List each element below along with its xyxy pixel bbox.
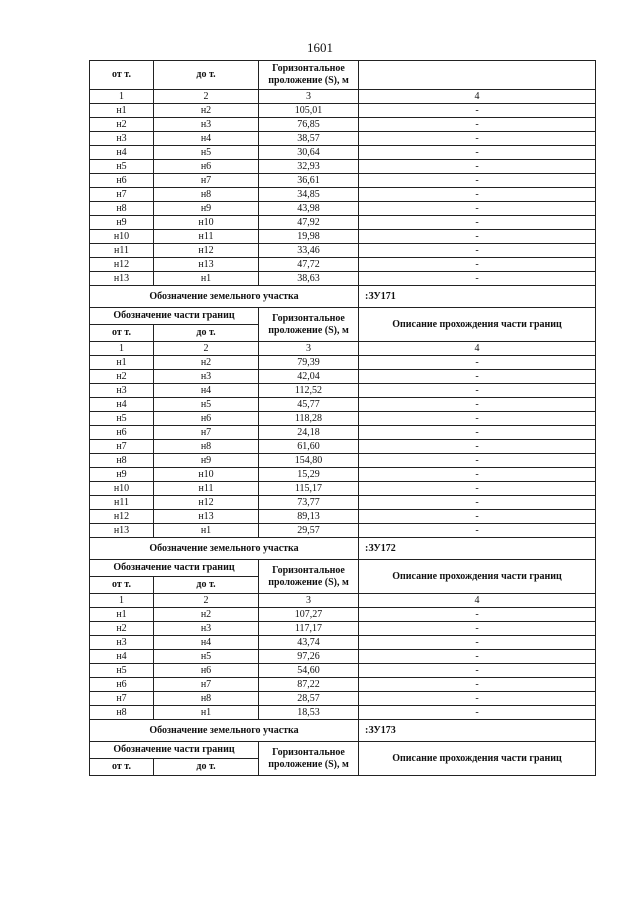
from-cell: н1 <box>90 356 154 370</box>
column-numbers-row <box>90 90 596 104</box>
length-cell: 47,92 <box>259 216 359 230</box>
table-row <box>90 622 596 636</box>
from-cell: н5 <box>90 412 154 426</box>
plot-label: Обозначение земельного участка <box>90 720 359 742</box>
to-cell: н1 <box>154 706 259 720</box>
from-cell: н9 <box>90 468 154 482</box>
length-cell: 115,17 <box>259 482 359 496</box>
table-row <box>90 426 596 440</box>
part-label-header: Обозначение части границ <box>90 560 259 577</box>
horizontal-header: Горизонтальное проложение (S), м <box>259 308 359 342</box>
from-cell: н2 <box>90 622 154 636</box>
to-cell: н7 <box>154 426 259 440</box>
length-cell: 34,85 <box>259 188 359 202</box>
table-row <box>90 440 596 454</box>
description-header <box>359 61 596 90</box>
from-cell: н10 <box>90 482 154 496</box>
from-cell: н7 <box>90 692 154 706</box>
description-cell: - <box>359 118 596 132</box>
to-cell: н11 <box>154 482 259 496</box>
to-cell: н1 <box>154 272 259 286</box>
table-row <box>90 664 596 678</box>
column-numbers-row <box>90 342 596 356</box>
length-cell: 36,61 <box>259 174 359 188</box>
description-cell: - <box>359 202 596 216</box>
plot-code: :ЗУ172 <box>359 538 596 560</box>
plot-code: :ЗУ171 <box>359 286 596 308</box>
from-cell: н2 <box>90 118 154 132</box>
header-row <box>90 61 596 90</box>
length-cell: 154,80 <box>259 454 359 468</box>
table-row <box>90 160 596 174</box>
column-number: 3 <box>259 342 359 356</box>
table-row <box>90 524 596 538</box>
table-row <box>90 356 596 370</box>
description-cell: - <box>359 608 596 622</box>
table-row <box>90 230 596 244</box>
description-cell: - <box>359 664 596 678</box>
to-cell: н10 <box>154 468 259 482</box>
part-label-header: Обозначение части границ <box>90 308 259 325</box>
length-cell: 89,13 <box>259 510 359 524</box>
length-cell: 79,39 <box>259 356 359 370</box>
from-header: от т. <box>90 577 154 594</box>
description-cell: - <box>359 636 596 650</box>
to-cell: н2 <box>154 356 259 370</box>
length-cell: 29,57 <box>259 524 359 538</box>
table-row <box>90 496 596 510</box>
description-cell: - <box>359 146 596 160</box>
to-cell: н4 <box>154 384 259 398</box>
column-numbers-row <box>90 594 596 608</box>
from-cell: н4 <box>90 146 154 160</box>
from-cell: н1 <box>90 104 154 118</box>
column-number: 4 <box>359 342 596 356</box>
length-cell: 87,22 <box>259 678 359 692</box>
table-row <box>90 692 596 706</box>
description-cell: - <box>359 370 596 384</box>
description-cell: - <box>359 678 596 692</box>
to-cell: н2 <box>154 608 259 622</box>
horizontal-header: Горизонтальное проложение (S), м <box>259 61 359 90</box>
from-cell: н13 <box>90 272 154 286</box>
from-cell: н2 <box>90 370 154 384</box>
description-header: Описание прохождения части границ <box>359 560 596 594</box>
to-cell: н7 <box>154 174 259 188</box>
column-number: 1 <box>90 90 154 104</box>
description-cell: - <box>359 454 596 468</box>
length-cell: 76,85 <box>259 118 359 132</box>
description-cell: - <box>359 650 596 664</box>
length-cell: 42,04 <box>259 370 359 384</box>
to-cell: н6 <box>154 160 259 174</box>
length-cell: 24,18 <box>259 426 359 440</box>
table-row <box>90 104 596 118</box>
length-cell: 54,60 <box>259 664 359 678</box>
description-header: Описание прохождения части границ <box>359 742 596 776</box>
from-header: от т. <box>90 759 154 776</box>
length-cell: 117,17 <box>259 622 359 636</box>
description-cell: - <box>359 496 596 510</box>
length-cell: 107,27 <box>259 608 359 622</box>
from-header: от т. <box>90 61 154 90</box>
length-cell: 30,64 <box>259 146 359 160</box>
table-row <box>90 384 596 398</box>
from-cell: н6 <box>90 174 154 188</box>
column-number: 3 <box>259 90 359 104</box>
plot-label: Обозначение земельного участка <box>90 538 359 560</box>
table-row <box>90 244 596 258</box>
length-cell: 28,57 <box>259 692 359 706</box>
description-cell: - <box>359 426 596 440</box>
to-cell: н7 <box>154 678 259 692</box>
table-row <box>90 706 596 720</box>
length-cell: 38,57 <box>259 132 359 146</box>
table-row <box>90 510 596 524</box>
to-header: до т. <box>154 325 259 342</box>
header-row <box>90 560 596 577</box>
description-cell: - <box>359 160 596 174</box>
description-cell: - <box>359 174 596 188</box>
column-number: 4 <box>359 90 596 104</box>
description-cell: - <box>359 510 596 524</box>
from-cell: н13 <box>90 524 154 538</box>
from-cell: н9 <box>90 216 154 230</box>
plot-row <box>90 286 596 308</box>
table-row <box>90 202 596 216</box>
to-header: до т. <box>154 577 259 594</box>
table-row <box>90 370 596 384</box>
plot-label: Обозначение земельного участка <box>90 286 359 308</box>
description-cell: - <box>359 230 596 244</box>
description-cell: - <box>359 188 596 202</box>
length-cell: 15,29 <box>259 468 359 482</box>
to-cell: н12 <box>154 496 259 510</box>
table-row <box>90 678 596 692</box>
from-header: от т. <box>90 325 154 342</box>
from-cell: н8 <box>90 202 154 216</box>
length-cell: 43,98 <box>259 202 359 216</box>
part-label-header: Обозначение части границ <box>90 742 259 759</box>
from-cell: н3 <box>90 384 154 398</box>
description-cell: - <box>359 384 596 398</box>
description-cell: - <box>359 356 596 370</box>
to-cell: н4 <box>154 636 259 650</box>
from-cell: н4 <box>90 650 154 664</box>
table-row <box>90 216 596 230</box>
length-cell: 112,52 <box>259 384 359 398</box>
table-row <box>90 412 596 426</box>
length-cell: 118,28 <box>259 412 359 426</box>
to-cell: н4 <box>154 132 259 146</box>
from-cell: н8 <box>90 454 154 468</box>
from-cell: н3 <box>90 636 154 650</box>
to-header: до т. <box>154 61 259 90</box>
table-row <box>90 468 596 482</box>
description-cell: - <box>359 244 596 258</box>
to-cell: н3 <box>154 622 259 636</box>
to-cell: н8 <box>154 692 259 706</box>
description-cell: - <box>359 258 596 272</box>
length-cell: 105,01 <box>259 104 359 118</box>
to-cell: н9 <box>154 202 259 216</box>
table-row <box>90 650 596 664</box>
description-cell: - <box>359 398 596 412</box>
column-number: 3 <box>259 594 359 608</box>
header-row <box>90 742 596 759</box>
from-cell: н5 <box>90 160 154 174</box>
length-cell: 18,53 <box>259 706 359 720</box>
length-cell: 33,46 <box>259 244 359 258</box>
header-row <box>90 308 596 325</box>
description-cell: - <box>359 524 596 538</box>
column-number: 2 <box>154 342 259 356</box>
to-cell: н8 <box>154 440 259 454</box>
from-cell: н12 <box>90 510 154 524</box>
length-cell: 19,98 <box>259 230 359 244</box>
to-header: до т. <box>154 759 259 776</box>
to-cell: н9 <box>154 454 259 468</box>
to-cell: н8 <box>154 188 259 202</box>
to-cell: н1 <box>154 524 259 538</box>
table-row <box>90 272 596 286</box>
column-number: 1 <box>90 594 154 608</box>
to-cell: н13 <box>154 510 259 524</box>
to-cell: н2 <box>154 104 259 118</box>
from-cell: н11 <box>90 244 154 258</box>
table-row <box>90 398 596 412</box>
description-cell: - <box>359 706 596 720</box>
plot-code: :ЗУ173 <box>359 720 596 742</box>
description-cell: - <box>359 468 596 482</box>
length-cell: 47,72 <box>259 258 359 272</box>
description-cell: - <box>359 412 596 426</box>
length-cell: 45,77 <box>259 398 359 412</box>
length-cell: 38,63 <box>259 272 359 286</box>
description-cell: - <box>359 622 596 636</box>
from-cell: н10 <box>90 230 154 244</box>
table-row <box>90 118 596 132</box>
description-cell: - <box>359 440 596 454</box>
description-cell: - <box>359 482 596 496</box>
length-cell: 73,77 <box>259 496 359 510</box>
to-cell: н5 <box>154 398 259 412</box>
plot-row <box>90 720 596 742</box>
description-cell: - <box>359 692 596 706</box>
column-number: 4 <box>359 594 596 608</box>
horizontal-header: Горизонтальное проложение (S), м <box>259 560 359 594</box>
table-row <box>90 132 596 146</box>
from-cell: н11 <box>90 496 154 510</box>
table-row <box>90 636 596 650</box>
column-number: 1 <box>90 342 154 356</box>
table-row <box>90 188 596 202</box>
description-cell: - <box>359 132 596 146</box>
boundary-table <box>89 60 596 776</box>
length-cell: 32,93 <box>259 160 359 174</box>
table-row <box>90 258 596 272</box>
from-cell: н7 <box>90 188 154 202</box>
to-cell: н13 <box>154 258 259 272</box>
from-cell: н6 <box>90 678 154 692</box>
from-cell: н3 <box>90 132 154 146</box>
table-row <box>90 174 596 188</box>
page-number: 1601 <box>307 40 333 55</box>
description-header: Описание прохождения части границ <box>359 308 596 342</box>
to-cell: н5 <box>154 146 259 160</box>
table-row <box>90 146 596 160</box>
from-cell: н8 <box>90 706 154 720</box>
to-cell: н12 <box>154 244 259 258</box>
plot-row <box>90 538 596 560</box>
length-cell: 43,74 <box>259 636 359 650</box>
table-row <box>90 454 596 468</box>
description-cell: - <box>359 216 596 230</box>
to-cell: н3 <box>154 118 259 132</box>
description-cell: - <box>359 272 596 286</box>
to-cell: н6 <box>154 664 259 678</box>
column-number: 2 <box>154 594 259 608</box>
column-number: 2 <box>154 90 259 104</box>
length-cell: 97,26 <box>259 650 359 664</box>
from-cell: н7 <box>90 440 154 454</box>
description-cell: - <box>359 104 596 118</box>
from-cell: н12 <box>90 258 154 272</box>
from-cell: н6 <box>90 426 154 440</box>
to-cell: н5 <box>154 650 259 664</box>
to-cell: н10 <box>154 216 259 230</box>
to-cell: н11 <box>154 230 259 244</box>
from-cell: н5 <box>90 664 154 678</box>
table-row <box>90 482 596 496</box>
length-cell: 61,60 <box>259 440 359 454</box>
to-cell: н3 <box>154 370 259 384</box>
to-cell: н6 <box>154 412 259 426</box>
horizontal-header: Горизонтальное проложение (S), м <box>259 742 359 776</box>
from-cell: н1 <box>90 608 154 622</box>
table-row <box>90 608 596 622</box>
from-cell: н4 <box>90 398 154 412</box>
